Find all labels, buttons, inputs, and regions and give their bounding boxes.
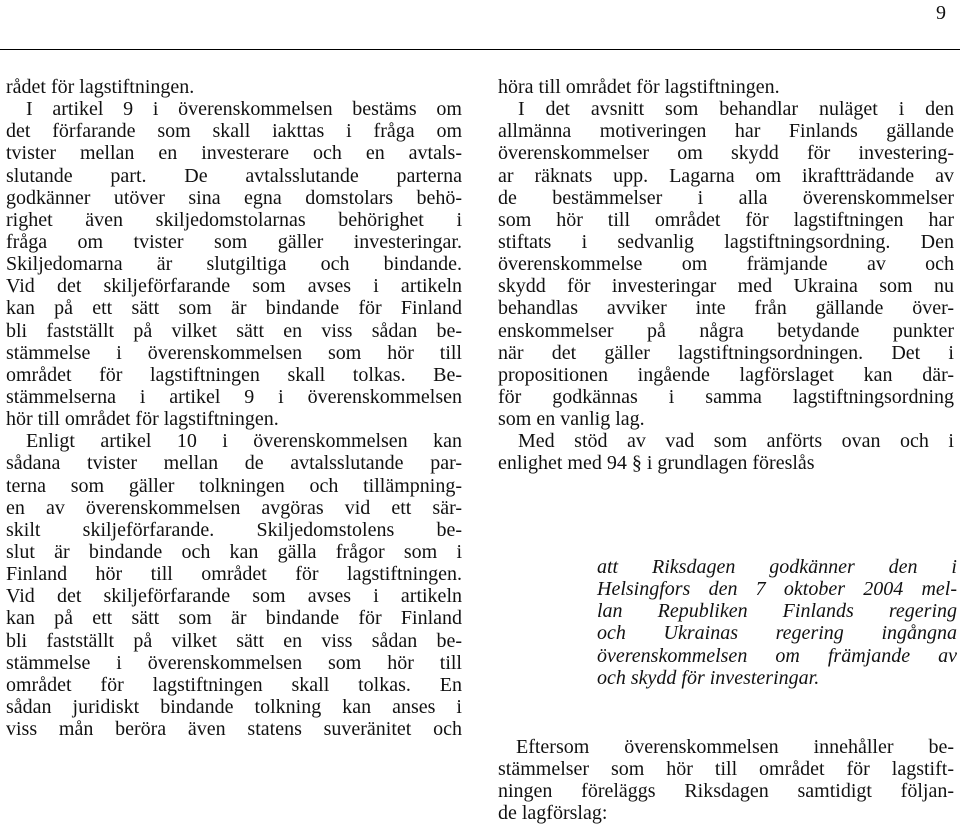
page-number: 9 [936, 2, 946, 24]
text-line: fråga om tvister som gäller investeringar. [6, 230, 462, 253]
left-column [6, 76, 462, 740]
text-line: överenskommelser om skydd för investering- [498, 142, 954, 165]
text-line: skydd för investeringar med Ukraina som nu [498, 275, 954, 298]
text-line: höra till området för lagstiftningen. [498, 76, 780, 98]
text-line: righet även skiljedomstolarnas behörighet i [6, 208, 462, 231]
proposal-line: Helsingfors den 7 oktober 2004 mel- [597, 578, 957, 601]
text-line: det förfarande som skall iakttas i fråga om [6, 120, 462, 143]
text-line: sådana tvister mellan de avtalsslutande par- [6, 452, 462, 475]
text-line: stämmelse i överenskommelsen som hör till [6, 341, 462, 364]
text-line: I det avsnitt som behandlar nuläget i den [518, 98, 954, 121]
text-line: ar räknats upp. Lagarna om ikraftträdande av [498, 164, 954, 187]
text-line: I artikel 9 i överenskommelsen bestäms om [26, 98, 462, 121]
text-line: ningen föreläggs Riksdagen samtidigt följan- [498, 780, 954, 803]
text-line: godkänner utöver sina egna domstolars behö- [6, 186, 462, 209]
text-line: Finland hör till området för lagstiftningen. [6, 563, 462, 586]
text-line: sådan juridiskt bindande tolkning kan anses i [6, 695, 462, 718]
text-line: bli fastställt på vilket sätt en viss sådan be- [6, 319, 462, 342]
text-line: när det gäller lagstiftningsordningen. Det i [498, 341, 954, 364]
text-line: tvister mellan en investerare och en avtals- [6, 142, 462, 165]
text-line: behandlas avviker inte från gällande över- [498, 297, 954, 320]
text-line: som en vanlig lag. [498, 408, 645, 431]
text-line: kan på ett sätt som är bindande för Finland [6, 607, 462, 630]
text-line: för godkännas i samma lagstiftningsordning [498, 385, 954, 408]
text-line: propositionen ingående lagförslaget kan där- [498, 363, 954, 386]
text-line: Vid det skiljeförfarande som avses i artikeln [6, 275, 462, 298]
text-line: de bestämmelser i alla överenskommelser [498, 186, 954, 209]
text-line: terna som gäller tolkningen och tillämpning- [6, 474, 462, 497]
proposal-line: och Ukrainas regering ingångna [597, 622, 957, 645]
text-line: Med stöd av vad som anförts ovan och i [518, 430, 954, 453]
text-line: allmänna motiveringen har Finlands gällande [498, 120, 954, 143]
text-line: överenskommelse om främjande av och [498, 253, 954, 276]
text-line: hör till området för lagstiftningen. [6, 408, 279, 431]
proposal-clause [597, 556, 957, 689]
text-line: viss mån beröra även statens suveränitet och [6, 718, 462, 741]
text-line: enskommelser på några betydande punkter [498, 319, 954, 342]
text-line: kan på ett sätt som är bindande för Finland [6, 297, 462, 320]
text-line: en av överenskommelsen avgöras vid ett sär- [6, 496, 462, 519]
text-line: Enligt artikel 10 i överenskommelsen kan [26, 430, 462, 453]
proposal-line: och skydd för investeringar. [597, 666, 820, 689]
text-line: stämmelser som hör till området för lagstift- [498, 758, 954, 781]
text-line: rådet för lagstiftningen. [6, 76, 195, 98]
proposal-line: lan Republiken Finlands regering [597, 600, 957, 623]
closing-paragraph [498, 736, 954, 825]
text-line: som hör till området för lagstiftningen har [498, 208, 954, 231]
text-line: Skiljedomarna är slutgiltiga och bindande. [6, 253, 462, 276]
text-line: slut är bindande och kan gälla frågor som i [6, 540, 462, 563]
text-line: Vid det skiljeförfarande som avses i artikeln [6, 585, 462, 608]
text-line: Eftersom överenskommelsen innehåller be- [516, 736, 954, 758]
text-line: stiftats i sedvanlig lagstiftningsordning. Den [498, 230, 954, 253]
text-line: skilt skiljeförfarande. Skiljedomstolens be- [6, 518, 462, 541]
header-rule [0, 49, 960, 50]
text-line: stämmelserna i artikel 9 i överenskommelsen [6, 385, 462, 408]
text-line: området för lagstiftningen skall tolkas. Be- [6, 363, 462, 386]
text-line: de lagförslag: [498, 802, 608, 825]
text-line: slutande part. De avtalsslutande parterna [6, 164, 462, 187]
proposal-line: att Riksdagen godkänner den i [597, 556, 957, 578]
text-line: området för lagstiftningen skall tolkas. En [6, 673, 462, 696]
proposal-line: överenskommelsen om främjande av [597, 644, 957, 667]
text-line: bli fastställt på vilket sätt en viss sådan be- [6, 629, 462, 652]
text-line: stämmelse i överenskommelsen som hör till [6, 651, 462, 674]
right-column [498, 76, 954, 475]
text-line: enlighet med 94 § i grundlagen föreslås [498, 452, 815, 475]
